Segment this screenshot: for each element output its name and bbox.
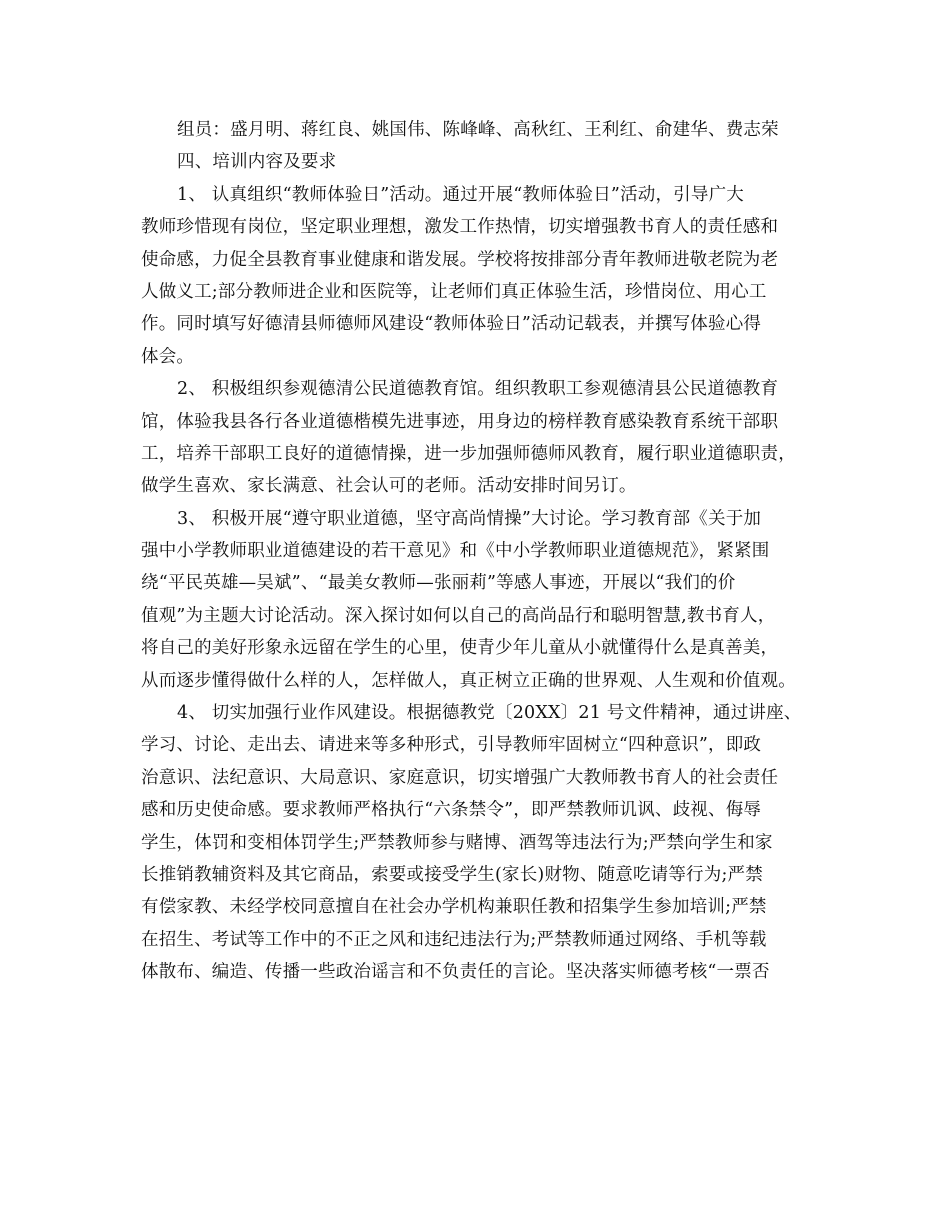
text-line: 学生，体罚和变相体罚学生;严禁教师参与赌博、酒驾等违法行为;严禁向学生和家	[141, 832, 773, 853]
text-line: 做学生喜欢、家长满意、社会认可的老师。活动安排时间另订。	[141, 476, 637, 497]
text-line: 四、培训内容及要求	[177, 152, 337, 173]
text-line: 体散布、编造、传播一些政治谣言和不负责任的言论。坚决落实师德考核“一票否	[141, 962, 770, 983]
text-line: 从而逐步懂得做什么样的人，怎样做人，真正树立正确的世界观、人生观和价值观。	[141, 670, 796, 691]
text-line: 3、 积极开展“遵守职业道德，坚守高尚情操”大讨论。学习教育部《关于加	[177, 508, 762, 529]
text-line: 馆，体验我县各行各业道德楷模先进事迹，用身边的榜样教育感染教育系统干部职	[141, 411, 779, 432]
text-line: 组员：盛月明、蒋红良、姚国伟、陈峰峰、高秋红、王利红、俞建华、费志荣	[177, 120, 779, 140]
text-line: 值观”为主题大讨论活动。深入探讨如何以自己的高尚品行和聪明智慧,教书育人，	[141, 605, 776, 626]
text-line: 强中小学教师职业道德建设的若干意见》和《中小学教师职业道德规范》，紧紧围	[141, 541, 770, 562]
text-line: 4、 切实加强行业作风建设。根据德教党〔20XX〕21 号文件精神，通过讲座、	[177, 703, 802, 724]
text-line: 治意识、法纪意识、大局意识、家庭意识，切实增强广大教师教书育人的社会责任	[141, 767, 779, 788]
text-line: 作。同时填写好德清县师德师风建设“教师体验日”活动记载表，并撰写体验心得	[141, 314, 762, 335]
text-line: 体会。	[141, 346, 195, 367]
text-line: 在招生、考试等工作中的不正之风和违纪违法行为;严禁教师通过网络、手机等载	[141, 929, 767, 950]
text-line: 长推销教辅资料及其它商品，索要或接受学生(家长)财物、随意吃请等行为;严禁	[141, 864, 763, 885]
text-line: 有偿家教、未经学校同意擅自在社会办学机构兼职任教和招集学生参加培训;严禁	[141, 897, 767, 918]
text-line: 将自己的美好形象永远留在学生的心里，使青少年儿童从小就懂得什么是真善美，	[141, 638, 779, 659]
text-line: 使命感，力促全县教育事业健康和谐发展。学校将按排部分青年教师进敬老院为老	[141, 249, 779, 270]
text-line: 感和历史使命感。要求教师严格执行“六条禁令”，即严禁教师讥讽、歧视、侮辱	[141, 800, 762, 821]
text-line: 1、 认真组织“教师体验日”活动。通过开展“教师体验日”活动，引导广大	[177, 184, 744, 205]
text-line: 学习、讨论、走出去、请进来等多种形式，引导教师牢固树立“四种意识”，即政	[141, 735, 762, 756]
text-line: 工，培养干部职工良好的道德情操，进一步加强师德师风教育，履行职业道德职责，	[141, 443, 796, 464]
text-line: 教师珍惜现有岗位，坚定职业理想，激发工作热情，切实增强教书育人的责任感和	[141, 217, 779, 238]
text-line: 绕“平民英雄—吴斌”、“最美女教师—张丽莉”等感人事迹，开展以“我们的价	[141, 573, 736, 594]
text-line: 2、 积极组织参观德清公民道德教育馆。组织教职工参观德清县公民道德教育	[177, 379, 779, 400]
text-line: 人做义工;部分教师进企业和医院等，让老师们真正体验生活，珍惜岗位、用心工	[141, 281, 767, 302]
document-body	[141, 114, 813, 989]
